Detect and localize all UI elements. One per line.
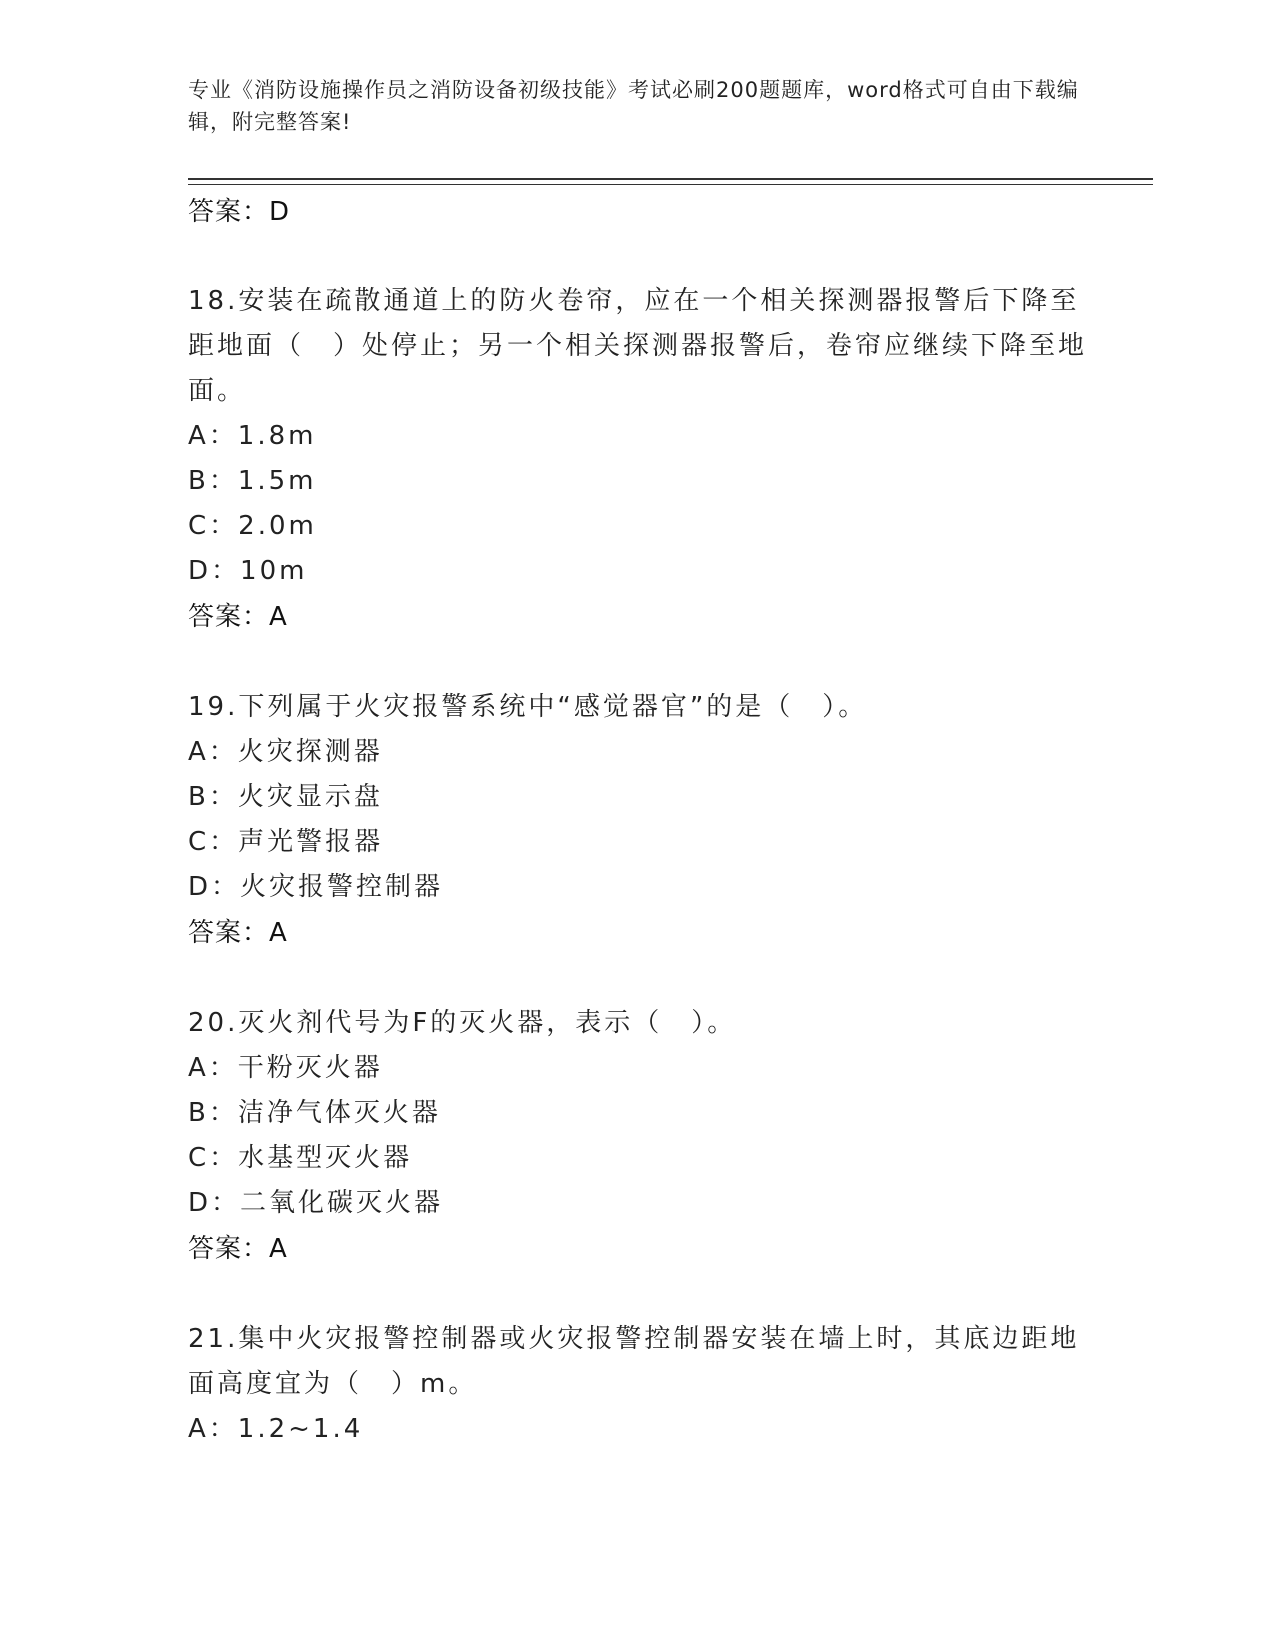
question-21 bbox=[188, 1317, 1088, 1452]
option-a: A：火灾探测器 bbox=[188, 737, 383, 767]
option-a: A：1.2~1.4 bbox=[188, 1414, 364, 1444]
question-stem: 20.灭火剂代号为F的灭火器，表示（ ）。 bbox=[188, 1008, 737, 1038]
option-b: B：1.5m bbox=[188, 466, 317, 496]
question-18 bbox=[188, 279, 1088, 640]
option-c: C：声光警报器 bbox=[188, 827, 384, 857]
document-content bbox=[188, 190, 1088, 1452]
document-header: 专业《消防设施操作员之消防设备初级技能》考试必刷200题题库，word格式可自由下载编辑，附完整答案! bbox=[188, 78, 1079, 134]
option-d: D：火灾报警控制器 bbox=[188, 872, 444, 902]
option-b: B：火灾显示盘 bbox=[188, 782, 383, 812]
header-rule-thick bbox=[188, 178, 1153, 180]
option-b: B：洁净气体灭火器 bbox=[188, 1098, 441, 1128]
header-rule-thin bbox=[188, 184, 1153, 185]
answer-line: 答案：D bbox=[188, 197, 291, 227]
question-stem: 21.集中火灾报警控制器或火灾报警控制器安装在墙上时，其底边距地面高度宜为（ ）m。 bbox=[188, 1324, 1080, 1399]
question-stem: 19.下列属于火灾报警系统中“感觉器官”的是（ ）。 bbox=[188, 692, 868, 722]
option-d: D：10m bbox=[188, 556, 308, 586]
answer-line: 答案：A bbox=[188, 918, 288, 948]
option-c: C：水基型灭火器 bbox=[188, 1143, 413, 1173]
answer-line: 答案：A bbox=[188, 1234, 288, 1264]
option-a: A：干粉灭火器 bbox=[188, 1053, 383, 1083]
option-d: D：二氧化碳灭火器 bbox=[188, 1188, 444, 1218]
question-19 bbox=[188, 685, 1088, 956]
option-a: A：1.8m bbox=[188, 421, 317, 451]
question-stem: 18.安装在疏散通道上的防火卷帘，应在一个相关探测器报警后下降至距地面（ ）处停止；另一个相关探测器报警后，卷帘应继续下降至地面。 bbox=[188, 286, 1088, 406]
answer-line: 答案：A bbox=[188, 602, 288, 632]
option-c: C：2.0m bbox=[188, 511, 317, 541]
question-20 bbox=[188, 1001, 1088, 1272]
